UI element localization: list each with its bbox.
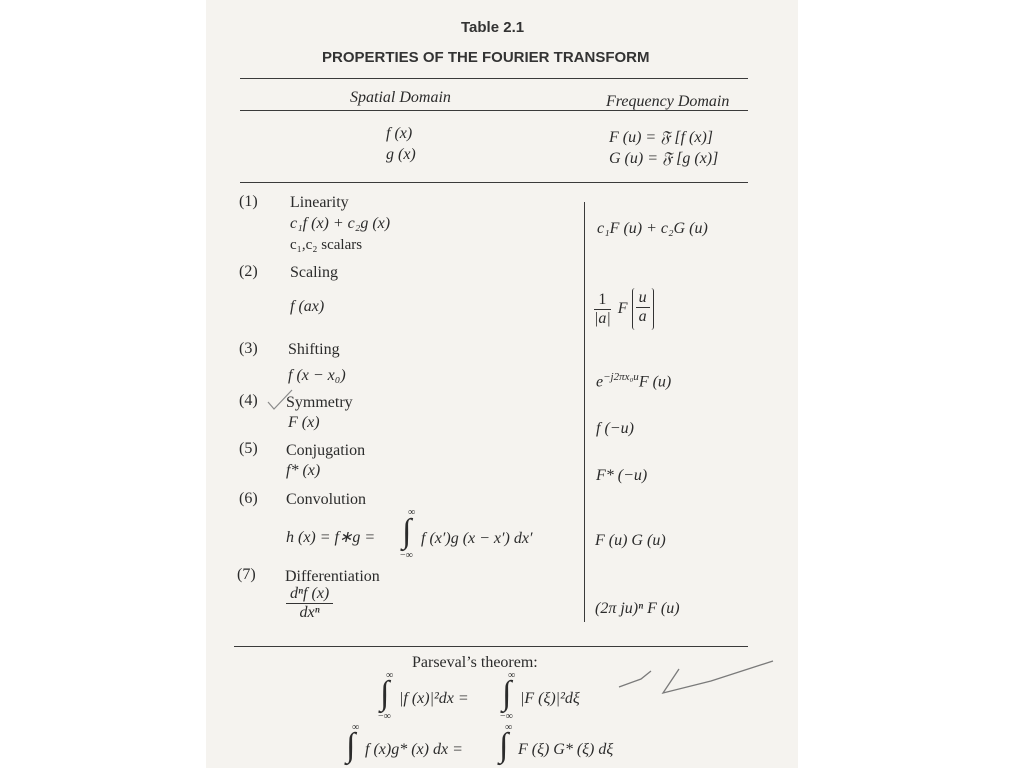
bottom-rule bbox=[234, 646, 748, 647]
parseval-eq2-lhs: f (x)g* (x) dx = bbox=[365, 741, 463, 758]
property-number: (6) bbox=[239, 490, 258, 507]
property-frequency: F (u) G (u) bbox=[595, 532, 666, 549]
integral-sign: ∫ bbox=[402, 513, 412, 550]
integral-sign: ∫ bbox=[499, 727, 509, 764]
property-spatial: f (x − x₀) bbox=[288, 367, 346, 384]
property-frequency: F* (−u) bbox=[596, 467, 648, 484]
property-spatial-integrand: f (x′)g (x − x′) dx′ bbox=[421, 530, 533, 547]
header-spatial-domain: Spatial Domain bbox=[350, 89, 451, 106]
property-name: Shifting bbox=[288, 341, 340, 358]
parseval-eq2-rhs: F (ξ) G* (ξ) dξ bbox=[518, 741, 614, 758]
scale-fraction: $\frac{1}{|a|}$ bbox=[594, 290, 611, 327]
pencil-check-mark-icon bbox=[611, 655, 781, 700]
property-spatial: c₁f (x) + c₂g (x) bbox=[290, 215, 391, 232]
property-name: Differentiation bbox=[285, 568, 380, 585]
property-number: (4) bbox=[239, 392, 258, 409]
integral-upper-limit: ∞ bbox=[505, 722, 513, 733]
integral-upper-limit: ∞ bbox=[352, 722, 360, 733]
table-title: PROPERTIES OF THE FOURIER TRANSFORM bbox=[322, 49, 650, 66]
property-number: (5) bbox=[239, 440, 258, 457]
property-name: Convolution bbox=[286, 491, 367, 508]
argument-fraction: $\frac{u}{a}$ bbox=[636, 289, 650, 326]
property-number: (7) bbox=[237, 566, 256, 583]
property-name: Linearity bbox=[290, 194, 349, 211]
table-number: Table 2.1 bbox=[461, 19, 525, 36]
parseval-eq1-lhs: |f (x)|²dx = bbox=[399, 690, 469, 707]
property-frequency: c₁F (u) + c₂G (u) bbox=[597, 220, 708, 237]
def-spatial-g: g (x) bbox=[386, 146, 416, 163]
property-note: c₁,c₂ scalars bbox=[290, 237, 363, 253]
integral-lower-limit: −∞ bbox=[400, 550, 413, 561]
property-spatial: f (ax) bbox=[290, 298, 325, 315]
property-frequency: $\frac{1}{|a|}$ F $\frac{u}{a}$ bbox=[594, 288, 654, 330]
integral-sign: ∫ bbox=[502, 675, 512, 712]
parseval-title: Parseval’s theorem: bbox=[412, 654, 538, 671]
def-freq-F: F (u) = 𝔉 [f (x)] bbox=[609, 129, 714, 146]
integral-sign: ∫ bbox=[380, 675, 390, 712]
property-number: (2) bbox=[239, 263, 258, 280]
property-name: Scaling bbox=[290, 264, 338, 281]
def-spatial-f: f (x) bbox=[386, 125, 413, 142]
document-page bbox=[206, 0, 798, 768]
top-rule bbox=[240, 78, 748, 79]
property-spatial: f* (x) bbox=[286, 462, 321, 479]
def-freq-G: G (u) = 𝔉 [g (x)] bbox=[609, 150, 719, 167]
pencil-check-mark-icon bbox=[266, 388, 296, 412]
property-number: (3) bbox=[239, 340, 258, 357]
property-spatial-lhs: h (x) = f∗g = bbox=[286, 529, 376, 546]
property-name: Symmetry bbox=[286, 394, 353, 411]
integral-upper-limit: ∞ bbox=[408, 507, 416, 518]
integral-sign: ∫ bbox=[346, 727, 356, 764]
property-frequency: (2π ju)ⁿ F (u) bbox=[595, 600, 680, 617]
property-frequency: f (−u) bbox=[596, 420, 634, 437]
integral-lower-limit: −∞ bbox=[378, 711, 391, 722]
property-number: (1) bbox=[239, 193, 258, 210]
definitions-rule bbox=[240, 182, 748, 183]
property-frequency: $e^{-j2\pi x_0u}F$ (u) bbox=[596, 371, 672, 391]
property-spatial: F (x) bbox=[288, 414, 320, 431]
integral-upper-limit: ∞ bbox=[386, 670, 394, 681]
integral-lower-limit: −∞ bbox=[500, 711, 513, 722]
derivative-fraction: $\frac{\text{dⁿf (x)}}{\text{dxⁿ}}$ bbox=[286, 585, 333, 622]
property-spatial bbox=[286, 585, 333, 622]
header-frequency-domain: Frequency Domain bbox=[606, 93, 730, 110]
column-divider bbox=[584, 202, 585, 622]
parseval-eq1-rhs: |F (ξ)|²dξ bbox=[520, 690, 580, 707]
property-name: Conjugation bbox=[286, 442, 366, 459]
integral-upper-limit: ∞ bbox=[508, 670, 516, 681]
